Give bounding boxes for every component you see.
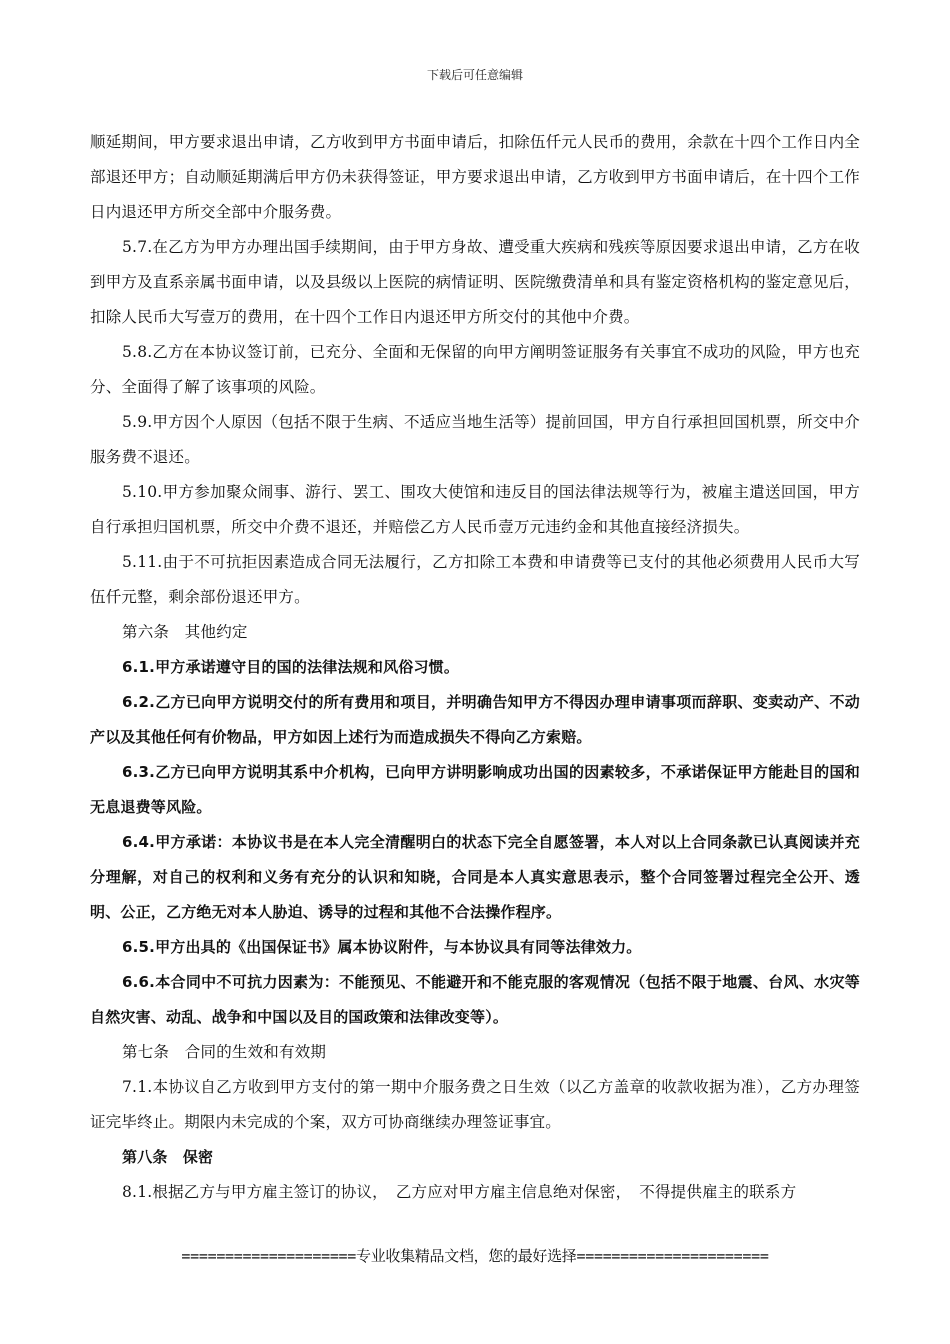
clause-5-9: 5.9.甲方因个人原因（包括不限于生病、不适应当地生活等）提前回国，甲方自行承担回国机票，所交中介服务费不退还。: [90, 413, 860, 466]
clause-5-10: 5.10.甲方参加聚众闹事、游行、罢工、围攻大使馆和违反目的国法律法规等行为，被雇主遣送回国，甲方自行承担归国机票，所交中介费不退还，并赔偿乙方人民币壹万元违约金和其他直接经济损失。: [90, 483, 860, 536]
header-note: 下载后可任意编辑: [426, 68, 523, 82]
clause-6-6: 6.6.本合同中不可抗力因素为：不能预见、不能避开和不能克服的客观情况（包括不限于地震、台风、水灾等自然灾害、动乱、战争和中国以及目的国政策和法律改变等）。: [90, 973, 860, 1026]
clause-8-1: 8.1.根据乙方与甲方雇主签订的协议， 乙方应对甲方雇主信息绝对保密， 不得提供雇主的联系方: [122, 1183, 797, 1201]
article-7-heading: 第七条 合同的生效和有效期: [122, 1043, 327, 1061]
paragraph-continuation: 顺延期间，甲方要求退出申请，乙方收到甲方书面申请后，扣除伍仟元人民币的费用，余款在十四个工作日内全部退还甲方；自动顺延期满后甲方仍未获得签证，甲方要求退出申请，乙方收到甲方书面申请后，在十四个工作日内退还甲方所交全部中介服务费。: [90, 133, 860, 221]
clause-7-1: 7.1.本协议自乙方收到甲方支付的第一期中介服务费之日生效（以乙方盖章的收款收据为准），乙方办理签证完毕终止。期限内未完成的个案，双方可协商继续办理签证事宜。: [90, 1078, 860, 1131]
document-body: [90, 125, 860, 1210]
clause-6-2: 6.2.乙方已向甲方说明交付的所有费用和项目，并明确告知甲方不得因办理申请事项而辞职、变卖动产、不动产以及其他任何有价物品，甲方如因上述行为而造成损失不得向乙方索赔。: [90, 693, 860, 746]
clause-6-5: 6.5.甲方出具的《出国保证书》属本协议附件，与本协议具有同等法律效力。: [122, 938, 642, 956]
clause-5-7: 5.7.在乙方为甲方办理出国手续期间，由于甲方身故、遭受重大疾病和残疾等原因要求退出申请，乙方在收到甲方及直系亲属书面申请，以及县级以上医院的病情证明、医院缴费清单和具有鉴定资格机构的鉴定意见后，扣除人民币大写壹万的费用，在十四个工作日内退还甲方所交付的其他中介费。: [90, 238, 860, 326]
footer-banner: ====================专业收集精品文档，您的最好选择======================: [181, 1247, 769, 1265]
clause-6-3: 6.3.乙方已向甲方说明其系中介机构，已向甲方讲明影响成功出国的因素较多，不承诺保证甲方能赴目的国和无息退费等风险。: [90, 763, 860, 816]
article-8-heading: 第八条 保密: [122, 1148, 214, 1166]
clause-6-4: 6.4.甲方承诺：本协议书是在本人完全清醒明白的状态下完全自愿签署，本人对以上合同条款已认真阅读并充分理解，对自己的权利和义务有充分的认识和知晓，合同是本人真实意思表示，整个合同签署过程完全公开、透明、公正，乙方绝无对本人胁迫、诱导的过程和其他不合法操作程序。: [90, 833, 860, 921]
clause-5-8: 5.8.乙方在本协议签订前，已充分、全面和无保留的向甲方阐明签证服务有关事宜不成功的风险，甲方也充分、全面得了解了该事项的风险。: [90, 343, 860, 396]
clause-5-11: 5.11.由于不可抗拒因素造成合同无法履行，乙方扣除工本费和申请费等已支付的其他必须费用人民币大写伍仟元整，剩余部份退还甲方。: [90, 553, 860, 606]
article-6-heading: 第六条 其他约定: [122, 623, 248, 641]
clause-6-1: 6.1.甲方承诺遵守目的国的法律法规和风俗习惯。: [122, 658, 460, 676]
